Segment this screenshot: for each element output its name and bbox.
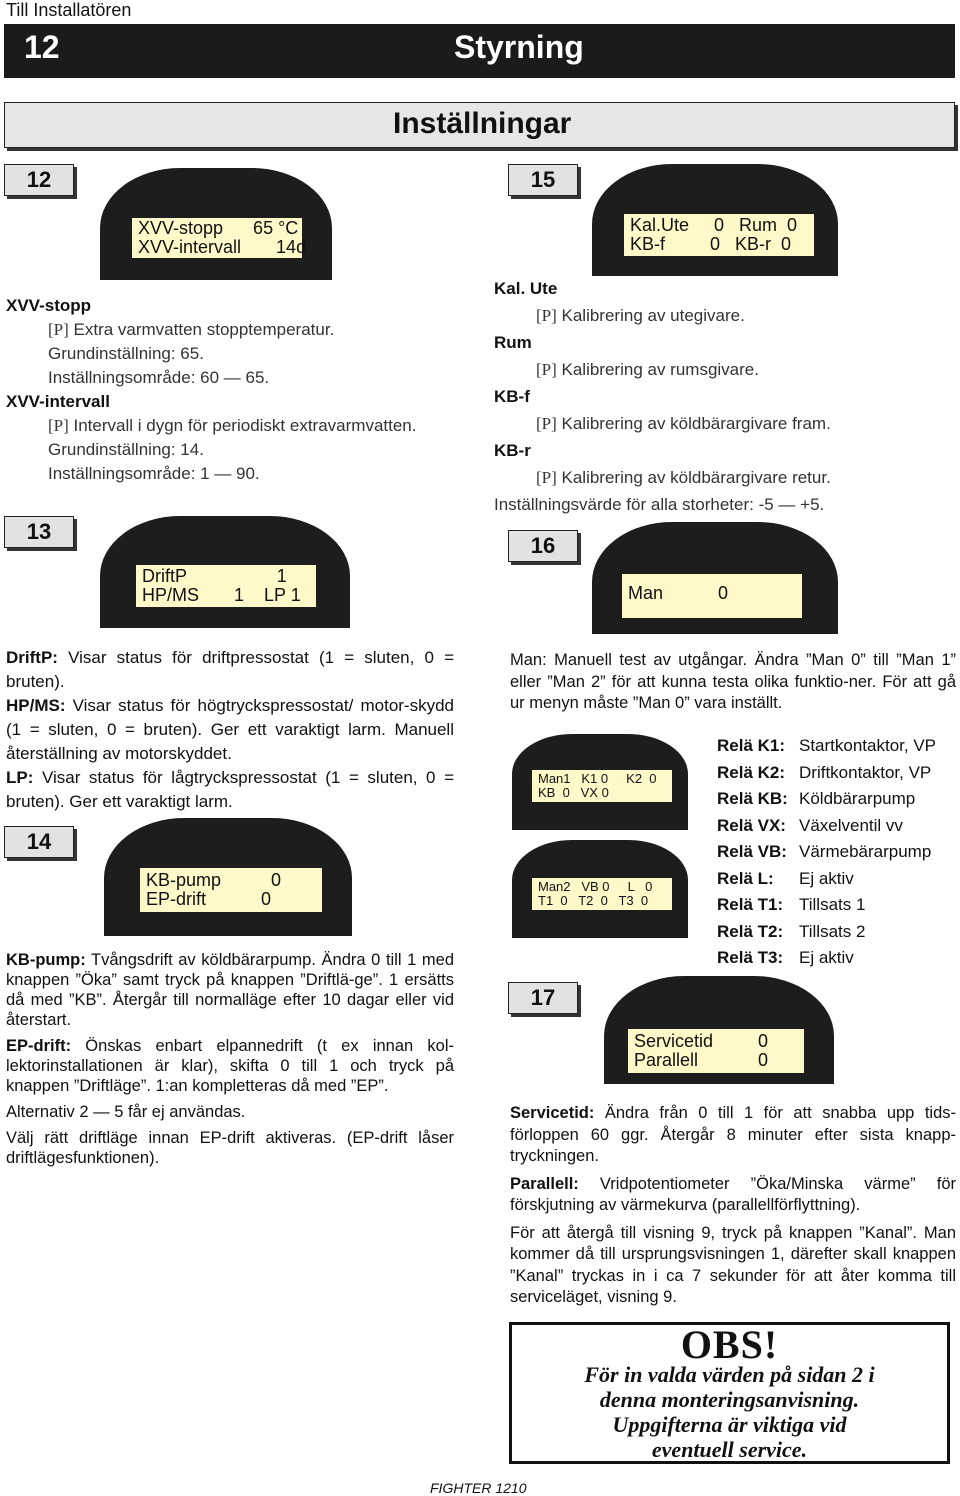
relay-key: Relä T2: (717, 921, 784, 941)
display-15 (592, 164, 838, 276)
obs-line: Uppgifterna är viktiga vid (612, 1412, 847, 1437)
section-14-number: 14 (4, 826, 74, 858)
default-value: Grundinställning: 14. (48, 440, 204, 459)
p-marker: [P] (48, 416, 69, 435)
range: Inställningsområde: 1 — 90. (48, 464, 260, 483)
relay-key: Relä L: (717, 868, 774, 888)
term-rum: Rum (494, 333, 532, 352)
desc: Ändra från 0 till 1 för att snabba upp tids-förloppen 60 ggr. Återgår 8 minuter efter sista knapp-tryckningen. (510, 1104, 956, 1165)
relay-key: Relä K2: (717, 762, 786, 782)
obs-line: För in valda värden på sidan 2 i (584, 1362, 875, 1387)
relay-item (717, 733, 957, 760)
lcd-line: XVV-intervall 14d (138, 237, 307, 257)
section-15-text (494, 275, 954, 518)
note: För att återgå till visning 9, tryck på knappen ”Kanal”. Man kommer då till ursprungsvisningen 1, därefter skall knappen ”Kanal” tryckas in i ca 7 sekunder för att åter komma till serviceläget, visning 9. (510, 1223, 956, 1306)
section-17-number: 17 (508, 982, 578, 1014)
section-12-text (6, 294, 476, 486)
relay-value: Ej aktiv (799, 948, 854, 967)
lcd-16: Man 0 (622, 574, 802, 618)
term-kb-pump: KB-pump: (6, 951, 86, 969)
term-servicetid: Servicetid: (510, 1104, 595, 1122)
display-17 (604, 976, 834, 1084)
section-title: Inställningar (393, 107, 572, 140)
term-parallell: Parallell: (510, 1174, 579, 1193)
relay-item (717, 945, 957, 972)
note: Välj rätt driftläge innan EP-drift aktiveras. (EP-drift låser driftlägesfunktionen). (6, 1129, 454, 1167)
relay-value: Startkontaktor, VP (799, 736, 937, 755)
relay-value: Köldbärarpump (799, 789, 916, 808)
default-value: Grundinställning: 65. (48, 344, 204, 363)
term-driftp: DriftP: (6, 648, 58, 667)
relay-value: Tillsats 2 (799, 921, 866, 941)
lcd-line: Servicetid 0 (634, 1031, 769, 1051)
lcd-line: Man2 VB 0 L 0 (538, 879, 653, 894)
p-marker: [P] (48, 320, 69, 339)
obs-line: denna monteringsanvisning. (599, 1387, 860, 1412)
term-kal-ute: Kal. Ute (494, 279, 558, 298)
lcd-line: Kal.Ute 0 Rum 0 (630, 215, 798, 235)
relay-item (717, 786, 957, 813)
desc: Visar status för lågtryckspressostat (1 = sluten, 0 = bruten). Ger ett varaktigt larm. (6, 768, 454, 811)
chapter-title: Styrning (454, 29, 584, 65)
term-lp: LP: (6, 768, 34, 787)
relay-item (717, 839, 957, 866)
section-17-text (510, 1103, 956, 1309)
lcd-15 (624, 214, 814, 256)
lcd-line: KB-f 0 KB-r 0 (630, 234, 792, 254)
obs-notice (509, 1322, 950, 1464)
obs-heading: OBS! (680, 1322, 779, 1367)
note: Alternativ 2 — 5 får ej användas. (6, 1103, 246, 1121)
term-ep-drift: EP-drift: (6, 1037, 72, 1055)
relay-key: Relä KB: (717, 789, 788, 808)
section-16-text: Man: Manuell test av utgångar. Ändra ”Man 0” till ”Man 1” eller ”Man 2” för att kunna testa olika funktio-ner. För att gå ur menyn måste ”Man 0” vara inställt. (510, 651, 956, 712)
lcd-16-man1 (532, 770, 672, 802)
display-16 (592, 522, 838, 634)
p-marker: [P] (536, 306, 557, 325)
desc: Visar status för högtryckspressostat/ motor-skydd (1 = sluten, 0 = bruten). Ger ett varaktigt larm. Manuell återställning av motorskyddet. (6, 696, 454, 763)
lcd-16-man2 (532, 878, 672, 910)
lcd-12 (132, 218, 307, 258)
desc: Intervall i dygn för periodiskt extravarmvatten. (68, 416, 417, 435)
chapter-title-bar (4, 24, 955, 78)
lcd-line: KB-pump 0 (146, 870, 282, 890)
section-13-number: 13 (4, 516, 74, 548)
section-13-text (6, 646, 454, 814)
desc: Önskas enbart elpannedrift (t ex innan kol-lektorinstallationen är klar), skifta 0 till 1 och tryck på knappen ”Driftläge”. 1:an kompletteras då med ”EP”. (6, 1037, 454, 1095)
relay-value: Växelventil vv (799, 815, 903, 835)
relay-key: Relä T1: (717, 895, 784, 914)
relay-key: Relä VB: (717, 842, 787, 861)
lcd-line: Man1 K1 0 K2 0 (538, 771, 657, 786)
desc: Kalibrering av rumsgivare. (556, 360, 759, 379)
lcd-17 (628, 1029, 804, 1073)
desc: Kalibrering av köldbärargivare fram. (556, 414, 831, 433)
desc: Vridpotentiometer ”Öka/Minska värme” för förskjutning av värmekurva (parallellförflyttning). (510, 1174, 956, 1214)
relay-value: Driftkontaktor, VP (799, 762, 932, 782)
desc: Kalibrering av utegivare. (556, 306, 745, 325)
lcd-line: T1 0 T2 0 T3 0 (538, 893, 649, 908)
section-12-number: 12 (4, 164, 74, 196)
desc: Kalibrering av köldbärargivare retur. (556, 468, 831, 487)
term-kb-f: KB-f (494, 387, 530, 406)
relay-value: Tillsats 1 (799, 895, 866, 914)
lcd-13 (136, 565, 316, 607)
display-12 (100, 168, 332, 280)
p-marker: [P] (536, 414, 557, 433)
relay-list (717, 733, 957, 972)
p-marker: [P] (536, 360, 557, 379)
relay-item (717, 892, 957, 919)
relay-key: Relä K1: (717, 736, 786, 755)
term-xvv-intervall: XVV-intervall (6, 392, 110, 411)
lcd-14 (140, 868, 322, 912)
top-note: Till Installatören (6, 0, 132, 20)
lcd-line: Parallell 0 (634, 1050, 769, 1070)
range: Inställningsområde: 60 — 65. (48, 368, 270, 387)
chapter-number: 12 (24, 29, 60, 65)
section-title-bar (4, 102, 955, 148)
relay-key: Relä T3: (717, 948, 784, 967)
lcd-line: HP/MS 1 LP 1 (142, 585, 301, 605)
desc: Tvångsdrift av köldbärarpump. Ändra 0 till 1 med knappen ”Öka” samt tryck på knappen ”Driftlä-ge”. 1 ersätts då med ”KB”. Återgår till normalläge efter 10 dagar eller vid återstart. (6, 951, 454, 1029)
relay-key: Relä VX: (717, 815, 786, 835)
term-xvv-stopp: XVV-stopp (6, 296, 92, 315)
relay-item (717, 919, 957, 946)
lcd-line: KB 0 VX 0 (538, 785, 609, 800)
display-16-man1 (512, 734, 688, 830)
term-kb-r: KB-r (494, 441, 531, 460)
range: Inställningsvärde för alla storheter: -5 — +5. (494, 495, 825, 514)
relay-item (717, 866, 957, 893)
lcd-line: XVV-stopp 65 °C (138, 218, 299, 238)
relay-value: Värmebärarpump (799, 842, 932, 861)
p-marker: [P] (536, 468, 557, 487)
relay-value: Ej aktiv (799, 868, 854, 888)
desc: Visar status för driftpressostat (1 = sluten, 0 = bruten). (6, 648, 454, 691)
lcd-line: EP-drift 0 (146, 889, 272, 909)
section-14-text (6, 950, 454, 1168)
term-hp-ms: HP/MS: (6, 696, 66, 715)
page-footer: FIGHTER 1210 (430, 1480, 527, 1496)
section-15-number: 15 (508, 164, 578, 196)
display-13 (100, 516, 350, 628)
relay-item (717, 813, 957, 840)
lcd-line: DriftP 1 (142, 566, 287, 586)
display-16-man2 (512, 840, 688, 938)
section-16-number: 16 (508, 530, 578, 562)
obs-line: eventuell service. (651, 1437, 808, 1462)
desc: Extra varmvatten stopptemperatur. (68, 320, 335, 339)
display-14 (104, 818, 352, 936)
relay-item (717, 760, 957, 787)
